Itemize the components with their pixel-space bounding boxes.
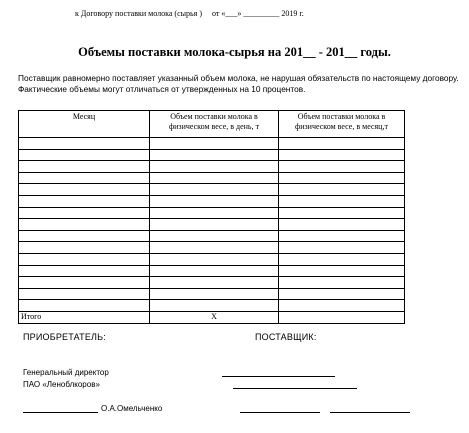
reference-text: к Договору поставки молока (сырья ) — [75, 9, 203, 18]
table-row — [19, 300, 405, 312]
table-cell — [279, 207, 405, 219]
table-cell — [279, 219, 405, 231]
table-row — [19, 195, 405, 207]
buyer-label: ПРИОБРЕТАТЕЛЬ: — [23, 332, 106, 342]
table-cell — [279, 242, 405, 254]
table-cell — [150, 230, 279, 242]
supplier-name-line — [330, 412, 410, 413]
buyer-position: Генеральный директор — [23, 368, 109, 377]
table-row — [19, 253, 405, 265]
table-cell — [19, 265, 150, 277]
column-header-monthly-volume: Объем поставки молока в физическом весе, в месяц,т — [279, 111, 405, 138]
table-cell — [150, 149, 279, 161]
table-row — [19, 138, 405, 150]
total-mark: X — [150, 311, 279, 323]
table-cell — [279, 149, 405, 161]
buyer-company: ПАО «Леноблкоров» — [23, 380, 100, 389]
table-row — [19, 242, 405, 254]
table-cell — [19, 149, 150, 161]
table-cell — [19, 288, 150, 300]
table-cell — [279, 265, 405, 277]
table-cell — [150, 161, 279, 173]
supplier-company-line — [233, 388, 357, 389]
table-cell — [150, 242, 279, 254]
table-row — [19, 149, 405, 161]
table-cell — [150, 277, 279, 289]
table-cell — [279, 300, 405, 312]
table-cell — [19, 242, 150, 254]
table-cell — [19, 184, 150, 196]
table-row — [19, 277, 405, 289]
table-cell — [150, 300, 279, 312]
table-cell — [150, 288, 279, 300]
table-cell — [279, 288, 405, 300]
table-cell — [279, 161, 405, 173]
table-row — [19, 161, 405, 173]
table-cell — [19, 195, 150, 207]
table-cell — [150, 195, 279, 207]
table-cell — [19, 172, 150, 184]
table-cell — [150, 253, 279, 265]
table-cell — [279, 277, 405, 289]
table-cell — [150, 138, 279, 150]
table-body — [19, 138, 405, 324]
table-cell — [279, 253, 405, 265]
table-row — [19, 172, 405, 184]
table-cell — [279, 138, 405, 150]
buyer-signature-line — [23, 412, 98, 413]
table-cell — [19, 300, 150, 312]
table-row — [19, 288, 405, 300]
table-cell — [19, 161, 150, 173]
supplier-signature-line — [240, 412, 320, 413]
table-row — [19, 219, 405, 231]
table-cell — [19, 277, 150, 289]
total-monthly-cell — [279, 311, 405, 323]
column-header-month: Месяц — [19, 111, 150, 138]
table-cell — [150, 172, 279, 184]
document-reference — [75, 9, 304, 18]
table-row — [19, 207, 405, 219]
total-label: Итого — [19, 311, 150, 323]
table-row — [19, 184, 405, 196]
page-title: Объемы поставки молока-сырья на 201__ - 201__ годы. — [78, 45, 391, 59]
table-row — [19, 265, 405, 277]
table-cell — [150, 207, 279, 219]
table-cell — [19, 138, 150, 150]
table-cell — [150, 219, 279, 231]
table-cell — [19, 253, 150, 265]
buyer-name: О.А.Омельченко — [101, 404, 163, 413]
table-row — [19, 230, 405, 242]
table-cell — [19, 230, 150, 242]
table-cell — [279, 184, 405, 196]
table-cell — [279, 172, 405, 184]
table-cell — [19, 207, 150, 219]
column-header-daily-volume: Объем поставки молока в физическом весе, в день, т — [150, 111, 279, 138]
table-cell — [279, 195, 405, 207]
table-cell — [150, 265, 279, 277]
supplier-label: ПОСТАВЩИК: — [255, 332, 317, 342]
table-cell — [19, 219, 150, 231]
table-cell — [279, 230, 405, 242]
table-cell — [150, 184, 279, 196]
table-total-row — [19, 311, 405, 323]
reference-date: от «___» _________ 2019 г. — [212, 9, 304, 18]
intro-paragraph: Поставщик равномерно поставляет указанный объем молока, не нарушая обязательств по настоящему договору. Фактические объемы могут отличаться от утвержденных на 10 процентов. — [18, 73, 459, 94]
table-header-row — [19, 111, 405, 138]
volume-table — [18, 110, 405, 324]
supplier-position-line — [222, 376, 335, 377]
